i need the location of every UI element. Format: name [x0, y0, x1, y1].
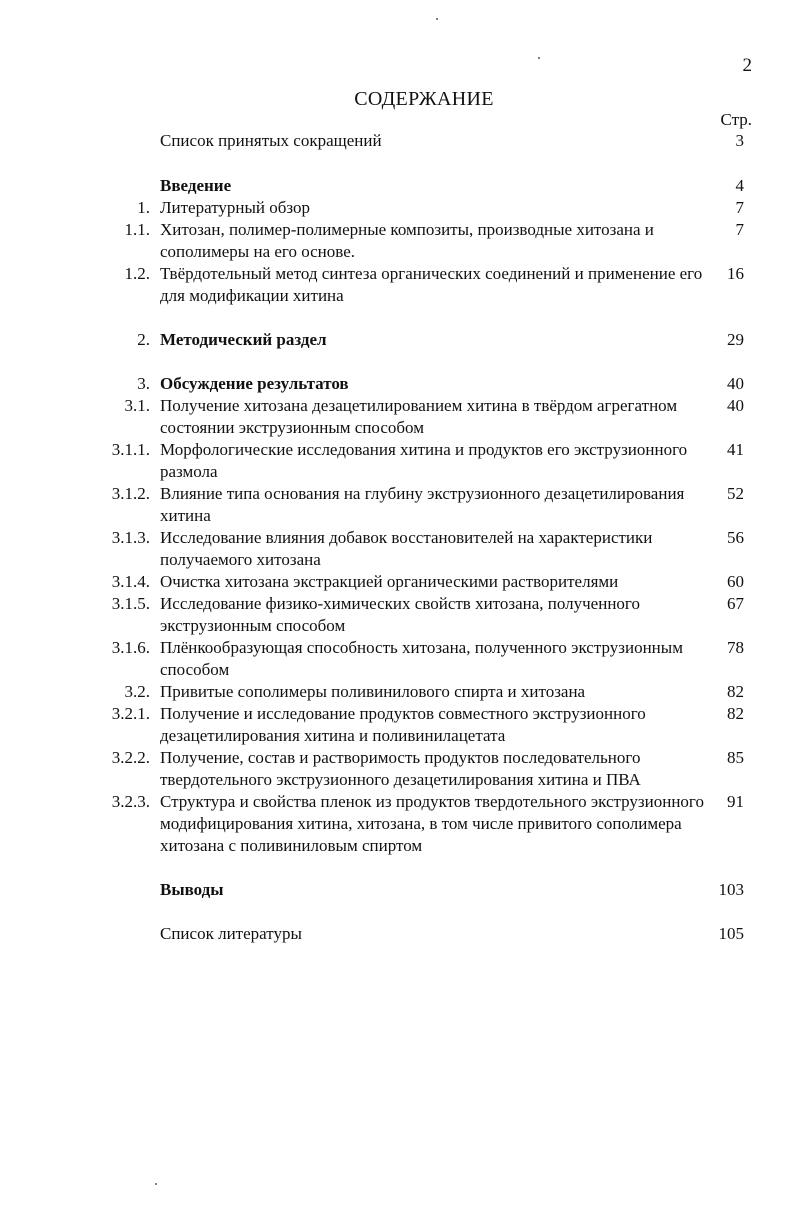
toc-page: 29: [727, 330, 744, 349]
toc-title: Исследование физико-химических свойств хитозана, полученного экструзионным способом: [160, 594, 640, 635]
toc-title: Получение, состав и растворимость продуктов последовательного твердотельного экструзионного дезацетилирования хитина и ПВА: [160, 748, 641, 789]
toc-page: 105: [718, 924, 744, 943]
scan-speck: [538, 57, 540, 59]
toc-number: 1.2.: [124, 264, 150, 283]
toc-number: 3.2.3.: [111, 792, 150, 811]
toc-title: Структура и свойства пленок из продуктов твердотельного экструзионного модифицирования хитина, хитозана, в том числе привитого сополимера хитозана с поливиниловым спиртом: [160, 792, 704, 855]
toc-number: 3.1.: [124, 396, 150, 415]
toc-page: 40: [727, 396, 744, 415]
toc-title: Очистка хитозана экстракцией органическими растворителями: [160, 572, 619, 591]
toc-title: Исследование влияния добавок восстановителей на характеристики получаемого хитозана: [160, 528, 653, 569]
toc-number: 3.1.2.: [111, 484, 150, 503]
page-column-header: Стр.: [720, 110, 752, 129]
toc-page: 56: [727, 528, 744, 547]
toc-page: 7: [735, 220, 744, 239]
scan-speck: [436, 18, 438, 20]
document-title: СОДЕРЖАНИЕ: [354, 88, 494, 110]
toc-number: 3.1.4.: [111, 572, 150, 591]
toc-title: Привитые сополимеры поливинилового спирта и хитозана: [160, 682, 586, 701]
toc-title: Плёнкообразующая способность хитозана, полученного экструзионным способом: [160, 638, 683, 679]
toc-number: 3.: [137, 374, 150, 393]
toc-page: 103: [718, 880, 744, 899]
page-number: 2: [742, 55, 752, 76]
toc-title: Твёрдотельный метод синтеза органических соединений и применение его для модификации хитина: [160, 264, 703, 305]
toc-number: 3.2.1.: [111, 704, 150, 723]
toc-number: 3.1.3.: [111, 528, 150, 547]
toc-page: 40: [727, 374, 744, 393]
toc-title: Обсуждение результатов: [160, 374, 349, 393]
toc-title: Получение хитозана дезацетилированием хитина в твёрдом агрегатном состоянии экструзионным способом: [160, 396, 678, 437]
toc-number: 1.: [137, 198, 150, 217]
toc-title: Влияние типа основания на глубину экструзионного дезацетилирования хитина: [160, 484, 685, 525]
toc-title: Методический раздел: [160, 330, 327, 349]
toc-number: 3.1.6.: [111, 638, 150, 657]
toc-title: Список литературы: [160, 924, 302, 943]
toc-page: 78: [727, 638, 744, 657]
toc-number: 3.1.5.: [111, 594, 150, 613]
toc-page: 67: [727, 594, 744, 613]
toc-page: 60: [727, 572, 744, 591]
toc-number: 1.1.: [124, 220, 150, 239]
toc-page: 4: [735, 176, 744, 195]
toc-title: Хитозан, полимер-полимерные композиты, производные хитозана и сополимеры на его основе.: [160, 220, 654, 261]
toc-page: 52: [727, 484, 744, 503]
toc-page: 16: [727, 264, 744, 283]
toc-page: 85: [727, 748, 744, 767]
toc-number: 3.1.1.: [111, 440, 150, 459]
toc-title: Морфологические исследования хитина и продуктов его экструзионного размола: [160, 440, 688, 481]
toc-title: Выводы: [160, 880, 224, 899]
toc-page: 82: [727, 682, 744, 701]
toc-title: Литературный обзор: [160, 198, 311, 217]
toc-number: 3.2.2.: [111, 748, 150, 767]
toc-page: 82: [727, 704, 744, 723]
toc-page: 41: [727, 440, 744, 459]
toc-title: Получение и исследование продуктов совместного экструзионного дезацетилирования хитина и поливинилацетата: [160, 704, 646, 745]
toc-page: 3: [735, 131, 744, 150]
toc-title: Список принятых сокращений: [160, 131, 382, 150]
toc-number: 3.2.: [124, 682, 150, 701]
scan-speck: [155, 1183, 157, 1185]
toc-page: 91: [727, 792, 744, 811]
toc-number: 2.: [137, 330, 150, 349]
toc-page: 7: [735, 198, 744, 217]
toc-title: Введение: [160, 176, 232, 195]
